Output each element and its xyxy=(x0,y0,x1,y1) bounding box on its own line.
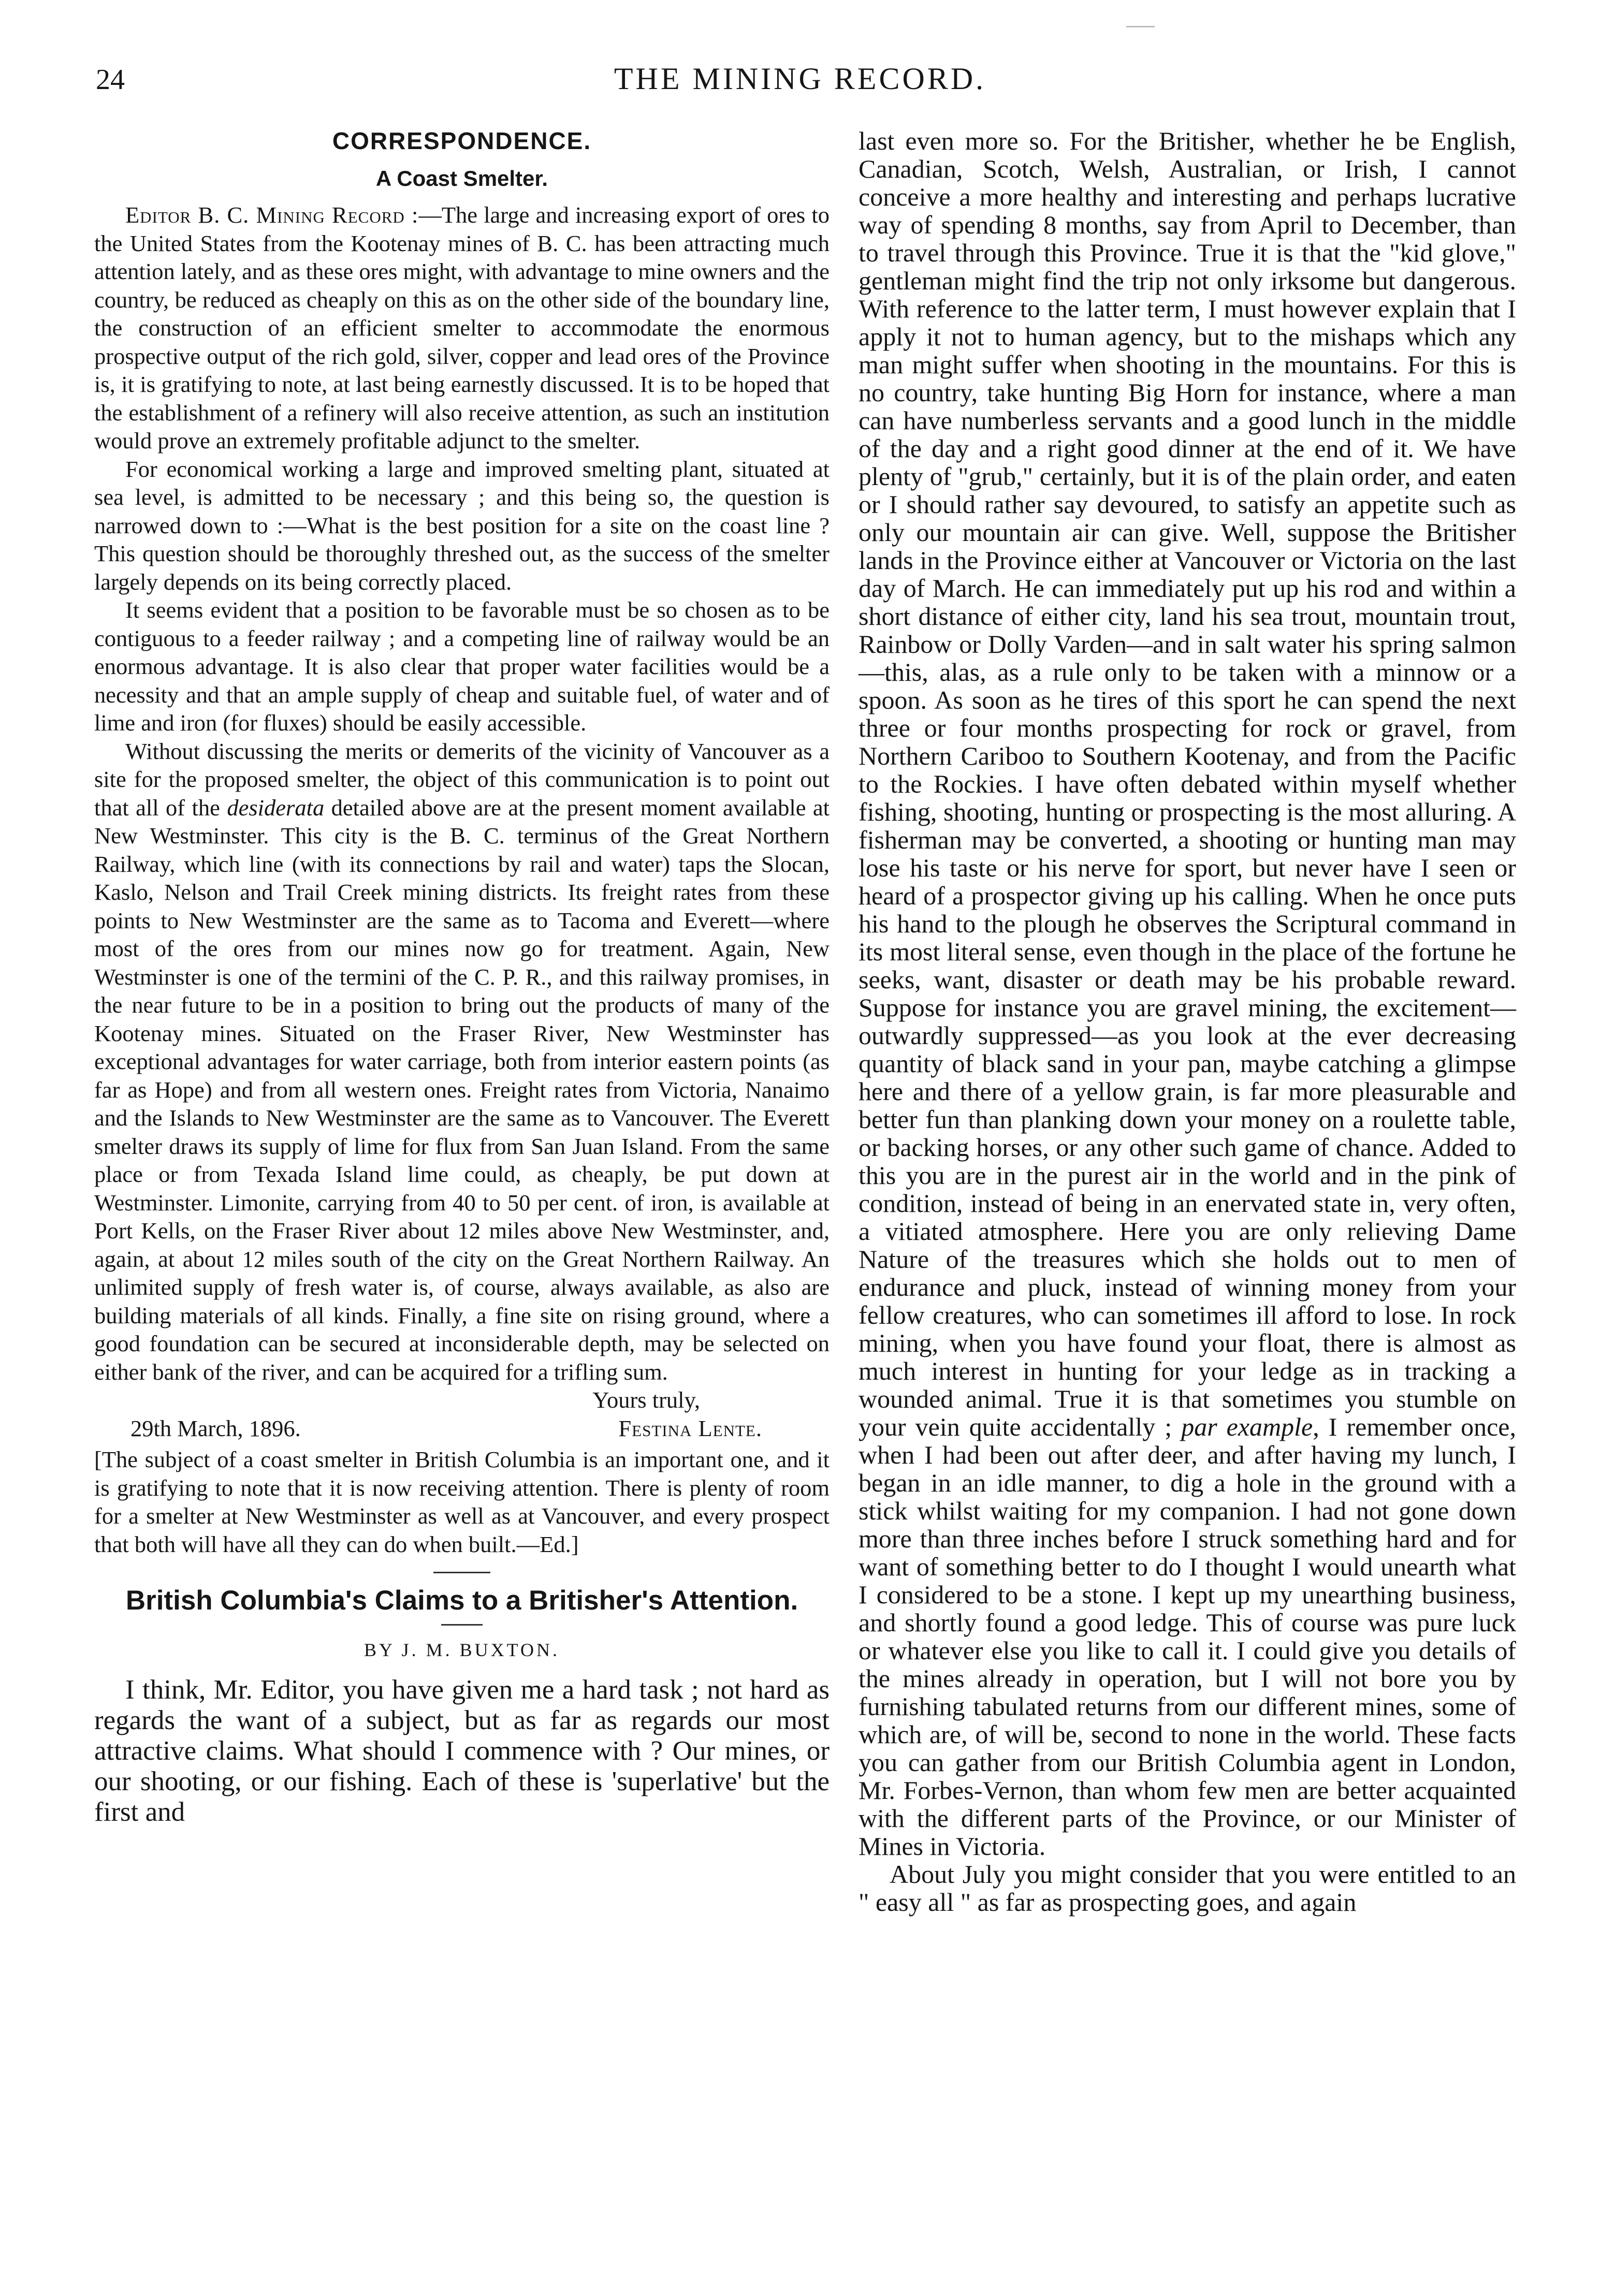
article-paragraph: About July you might consider that you were entitled to an " easy all " as far as prospecting goes, and again xyxy=(859,1860,1516,1917)
article-text: last even more so. For the Britisher, whether he be English, Canadian, Scotch, Welsh, Australian, or Irish, I cannot conceive a more healthy and interesting and perhaps lucrative way of spending 8 months, say from April to December, than to travel through this Province. True it is that the "kid glove," gentleman might find the trip not only irksome but dangerous. With reference to the latter term, I must however explain that I apply it not to human agency, but to the mishaps which any man might suffer when shooting in the mountains. For this is no country, take hunting Big Horn for instance, where a man can have numberless servants and a good lunch in the middle of the day and a right good dinner at the end of it. We have plenty of "grub," certainly, but it is of the plain order, and eaten or I should rather say devoured, to satisfy an appetite such as only our mountain air can give. Well, suppose the Britisher lands in the Province either at Vancouver or Victoria on the last day of March. He can immediately put up his rod and within a short distance of either city, land his sea trout, mountain trout, Rainbow or Dolly Varden—and in salt water his spring salmon—this, alas, as a rule only to be taken with a minnow or a spoon. As soon as he tires of this sport he can spend the next three or four months prospecting for rock or gravel, from Northern Cariboo to Southern Kootenay, and from the Pacific to the Rockies. I have often debated within myself whether fishing, shooting, hunting or prospecting is the most alluring. A fisherman may be converted, a shooting or hunting man may lose his taste or his nerve for sport, but never have I seen or heard of a prospector giving up his calling. When he once puts his hand to the plough he observes the Scriptural command in its most literal sense, even though in the place of the fortune he seeks, want, disaster or death may be his probable reward. Suppose for instance you are gravel mining, the excitement—outwardly suppressed—as you look at the ever decreasing quantity of black sand in your pan, maybe catching a glimpse here and there of a yellow grain, is far more pleasurable and better fun than planking down your money on a roulette table, or backing horses, or any other such game of chance. Added to this you are in the purest air in the world and in the pink of condition, instead of being in an enervated state in, very often, a vitiated atmosphere. Here you are only relieving Dame Nature of the treasures which she holds out to men of endurance and pluck, instead of winning money from your fellow creatures, who can sometimes ill afford to lose. In rock mining, when you have found your float, there is almost as much interest in hunting for your ledge as in tracking a wounded animal. True it is that sometimes you stumble on your vein quite accidentally ; xyxy=(859,126,1516,1441)
right-column xyxy=(859,127,1516,1916)
signature: Festina Lente. xyxy=(618,1415,762,1441)
letter-paragraph xyxy=(94,201,830,455)
title-rule xyxy=(441,1624,483,1626)
byline: BY J. M. BUXTON. xyxy=(363,1640,560,1660)
running-title: THE MINING RECORD. xyxy=(614,62,986,96)
letter-text: detailed above are at the present moment available at New Westminster. This city is the B. C. terminus of the Great Northern Railway, which line (with its connections by rail and water) taps the Slocan, Kaslo, Nelson and Trail Creek mining districts. Its freight rates from these points to New Westminster are the same as to Tacoma and Everett—where most of the ores from our mines now go for treatment. Again, New Westminster is one of the termini of the C. P. R., and this railway promises, in the near future to be in a position to bring out the products of many of the Kootenay mines. Situated on the Fraser River, New Westminster has exceptional advantages for water carriage, both from interior eastern points (as far as Hope) and from all western ones. Freight rates from Victoria, Nanaimo and the Islands to New Westminster are the same as to Vancouver. The Everett smelter draws its supply of lime for flux from San Juan Island. From the same place or from Texada Island lime could, as cheaply, be put down at Westminster. Limonite, carrying from 40 to 50 per cent. of iron, is available at Port Kells, on the Fraser River about 12 miles above New Westminster, and, again, at about 12 miles south of the city on the Great Northern Railway. An unlimited supply of fresh water is, of course, always available, as also are building materials of all kinds. Finally, a fine site on rising ground, where a good foundation can be secured at inconsiderable depth, may be selected on either bank of the river, and can be acquired for a trifling sum. xyxy=(94,794,830,1385)
article-paragraph xyxy=(859,127,1516,1860)
section-heading: CORRESPONDENCE. xyxy=(332,127,592,154)
divider-rule xyxy=(433,1572,490,1573)
letter-heading: A Coast Smelter. xyxy=(375,166,548,191)
article-title: British Columbia's Claims to a Britisher's Attention. xyxy=(125,1585,798,1616)
letter-text: Without discussing the merits or demerits of the vicinity of Vancouver as a site for the proposed smelter, the object of this communication is to point out that all of the xyxy=(94,738,830,821)
letter-paragraph: For economical working a large and improved smelting plant, situated at sea level, is admitted to be necessary ; and this being so, the question is narrowed down to :—What is the best position for a site on the coast line ? This question should be thoroughly threshed out, as the success of the smelter largely depends on its being correctly placed. xyxy=(94,456,830,595)
salutation: Editor B. C. Mining Record : xyxy=(125,202,419,228)
left-column xyxy=(94,127,830,1827)
article-lead: I think, Mr. Editor, you have given me a hard task ; not hard as regards the want of a subject, but as far as regards our most attractive claims. What should I commence with ? Our mines, or our shooting, or our fishing. Each of these is 'superlative' but the first and xyxy=(94,1674,830,1827)
italic-term: par example xyxy=(1181,1412,1313,1441)
signature-row xyxy=(94,1414,830,1443)
italic-term: desiderata xyxy=(227,794,325,821)
letter-text: —The large and increasing export of ores to the United States from the Kootenay mines of B. C. has been attracting much attention lately, and as these ores might, with advantage to mine owners and the country, be reduced as cheaply on this as on the other side of the boundary line, the construction of an efficient smelter to accommodate the enormous prospective output of the rich gold, silver, copper and lead ores of the Province is, it is gratifying to note, at last being earnestly discussed. It is to be hoped that the establishment of a refinery will also receive attention, as such an institution would prove an extremely profitable adjunct to the smelter. xyxy=(94,202,830,454)
top-rule xyxy=(1126,26,1155,27)
editor-note xyxy=(94,1445,830,1558)
letter-date: 29th March, 1896. xyxy=(130,1415,301,1441)
letter-paragraph xyxy=(94,737,830,1386)
article-text: , I remember once, when I had been out after deer, and after having my lunch, I began in an idle manner, to dig a hole in the ground with a stick whilst waiting for my companion. I had not gone down more than three inches before I struck something hard and for want of something better to do I thought I would unearth what I considered to be a stone. I kept up my unearthing business, and shortly found a good ledge. This of course was pure luck or whatever else you like to call it. I could give you details of the mines already in operation, but I will not bore you by furnishing tabulated returns from our different mines, some of which are, of will be, second to none in the world. These facts you can gather from our British Columbia agent in London, Mr. Forbes-Vernon, than whom few men are better acquainted with the different parts of the Province, or our Minister of Mines in Victoria. xyxy=(859,1412,1516,1861)
editor-note-text: [The subject of a coast smelter in British Columbia is an important one, and it is gratifying to note that it is now receiving attention. There is plenty of room for a smelter at New Westminster as well as at Vancouver, and every prospect that both will have all they can do when built.—Ed.] xyxy=(94,1446,830,1557)
signoff: Yours truly, xyxy=(592,1387,700,1413)
letter-paragraph: It seems evident that a position to be favorable must be so chosen as to be contiguous to a feeder railway ; and a competing line of railway would be an enormous advantage. It is also clear that proper water facilities would be a necessity and that an ample supply of cheap and suitable fuel, of water and of lime and iron (for fluxes) should be easily accessible. xyxy=(94,597,830,736)
page-number: 24 xyxy=(96,64,125,96)
